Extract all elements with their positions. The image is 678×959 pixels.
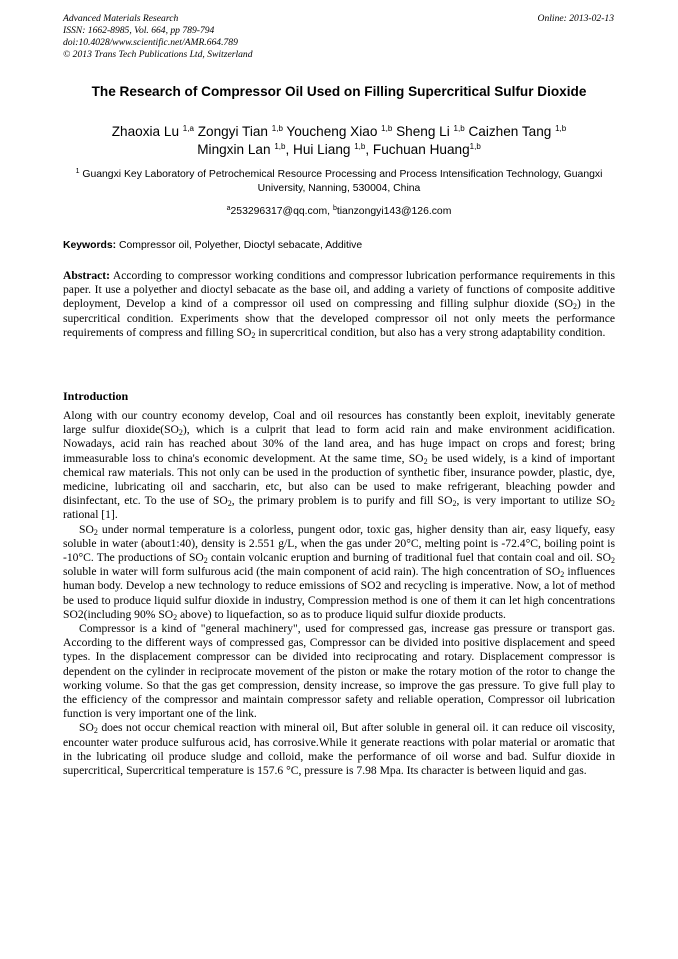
subscript: 2 [173,612,178,622]
subscript: 2 [560,570,565,580]
paragraph-text: rational [1]. [63,508,118,522]
journal-name: Advanced Materials Research [63,13,179,24]
keywords-label: Keywords: [63,240,117,251]
paragraph-text: , is very important to utilize SO [456,494,611,508]
paragraph-text: SO [79,522,94,536]
affiliation-number: 1 [75,168,80,175]
abstract [63,269,615,340]
keywords [63,239,615,253]
subscript: 2 [611,556,616,566]
author-name: Hui Liang [293,142,351,157]
author-affiliation-mark: 1,b [469,142,481,151]
paragraph-text: Along with our country economy develop, Coal and oil resources has constantly been exploit, inevitably generate large sulfur dioxide(SO [63,409,615,437]
paragraph [63,523,615,622]
abstract-text: in supercritical condition, but also has a very strong adaptability condition. [255,325,606,339]
author-name: Sheng Li [396,124,450,139]
author-affiliation-mark: 1,b [274,142,286,151]
subscript: 2 [573,302,578,312]
email-line [63,205,615,219]
email-mark-b: b [332,205,337,212]
subscript: 2 [203,556,208,566]
paragraph-text: SO [79,721,94,735]
subscript: 2 [611,499,615,509]
subscript: 2 [178,428,183,438]
author-name: Zhaoxia Lu [111,124,180,139]
subscript: 2 [423,456,428,466]
email-a: 253296317@qq.com, [230,206,331,217]
author-affiliation-mark: 1,b [453,124,465,133]
journal-header [63,13,253,61]
paragraph-text: contain volcanic eruption and burning of traditional fuel that contain coal and oil. SO [207,551,612,565]
paragraph-text: influences human body. Develop a new technology to reduce emissions of SO2 and recycling is imperative. Now, a lot of method be used to produce liquid sulfur dioxide in industry, Compression method is one of them it can let high concentrations SO2(including 90% SO [63,565,615,621]
paragraph [63,409,615,523]
paragraph-text: under normal temperature is a colorless, pungent odor, toxic gas, higher density than air, easy liquefy, easy soluble in water (about1:40), density is 2.551 g/L, when the gas under 20°C, melting point is -72.4°C, boiling point is -10°C. The productions of SO [63,522,615,565]
affiliation-text: Guangxi Key Laboratory of Petrochemical Resource Processing and Process Intensification Technology, Guangxi University, Nanning, 530004, China [82,169,603,194]
author-name: Youcheng Xiao [286,124,378,139]
paragraph-text: above) to liquefaction, so as to produce liquid sulfur dioxide products. [177,607,506,621]
author-list: Zhaoxia Lu $^{1,a}$ Zongyi Tian $^{1,b}$ Youcheng Xiao $^{1,b}$ Sheng Li $^{1,b}$ Caizhen Tang $^{1,b}$ Mingxin Lan $^{1,b}$, Hui Liang $^{1,b}$, Fuchuan Huang$^{1,b}$ [111,124,567,157]
email-b: tianzongyi143@126.com [336,206,452,217]
subscript: 2 [93,527,98,537]
author-affiliation-mark: 1,a [182,124,194,133]
author-name: Fuchuan Huang [372,142,470,157]
subscript: 2 [93,726,98,736]
author-affiliation-mark: 1,b [271,124,283,133]
online-date: Online: 2013-02-13 [537,13,614,24]
email-mark-a: a [226,205,231,212]
subscript: 2 [251,330,256,340]
section-heading: Introduction [63,389,129,403]
author-name: Mingxin Lan [197,142,271,157]
affiliation [63,168,615,196]
introduction-body [63,409,615,778]
author-name: Zongyi Tian [197,124,268,139]
paragraph-text: be used widely, is a kind of important chemical raw materials. This not only can be used in the production of synthetic fiber, insurance powder, plastic, dye, medicine, lubricating oil and saccharin, etc, but also can be used to make refrigerant, bleaching powder and disinfectant, etc. To the use of SO [63,451,615,508]
doi-line: doi:10.4028/www.scientific.net/AMR.664.789 [63,37,238,48]
author-affiliation-mark: 1,b [354,142,366,151]
paragraph-text: soluble in water will form sulfurous acid (the main component of acid rain). The high concentration of SO [63,565,561,579]
subscript: 2 [452,499,457,509]
subscript: 2 [227,499,232,509]
issn-line: ISSN: 1662-8985, Vol. 664, pp 789-794 [63,25,215,36]
abstract-text: ) in the supercritical condition. Experiments show that the developed compressor oil not only meets the performance requirements of compress and filling SO [63,297,616,339]
paragraph: Compressor is a kind of "general machinery", used for compressed gas, increase gas pressure or transport gas. According to the different ways of compressed gas, Compressor can be divided into positive displacement and speed types. In the displacement compressor can be divided into reciprocating and rotary. Displacement compressor is dependent on the cylinder in reciprocate movement of the piston or make the rotary motion of the rotor to change the working volume. So that the gas get compression, density increase, so improve the gas pressure. To give full play to the efficiency of the compressor and maintain compressor safety and reliable operation, Compressor oil lubrication function is very important one of the link. [63,622,615,721]
author-name: Caizhen Tang [468,124,552,139]
keywords-text: Compressor oil, Polyether, Dioctyl sebacate, Additive [119,240,363,251]
paragraph [63,721,615,778]
abstract-label: Abstract: [63,269,111,282]
copyright-line: © 2013 Trans Tech Publications Ltd, Switzerland [63,49,253,60]
paragraph-text: does not occur chemical reaction with mineral oil, But after soluble in general oil. it can reduce oil viscosity, encounter water produce sulfurous acid, has corrosive.While it generate reactions with polar material or aromatic that in the lubricating oil produce sludge and colloid, make the performance of oil worse and bad. Sulfur dioxide in supercritical, Supercritical temperature is 157.6 °C, pressure is 7.98 Mpa. Its character is between liquid and gas. [63,721,615,778]
paper-title: The Research of Compressor Oil Used on Filling Supercritical Sulfur Dioxide [91,84,587,99]
author-affiliation-mark: 1,b [381,124,393,133]
author-affiliation-mark: 1,b [555,124,567,133]
paragraph-text: , the primary problem is to purify and fill SO [231,494,453,508]
abstract-text: According to compressor working conditions and compressor lubrication performance requirements in this paper. It use a polyether and dioctyl sebacate as the base oil, and adding a variety of functions of composite additive deployment, Develop a kind of a compressor oil used on compressing and filling sulphur dioxide (SO [63,269,615,311]
paragraph-text: ), which is a culprit that lead to form acid rain and make environment acidification. Nowadays, acid rain has reached about 30% of the land area, and has huge impact on crops and forest; bring immeasurable loss to china's economic development. At the same time, SO [63,423,616,465]
